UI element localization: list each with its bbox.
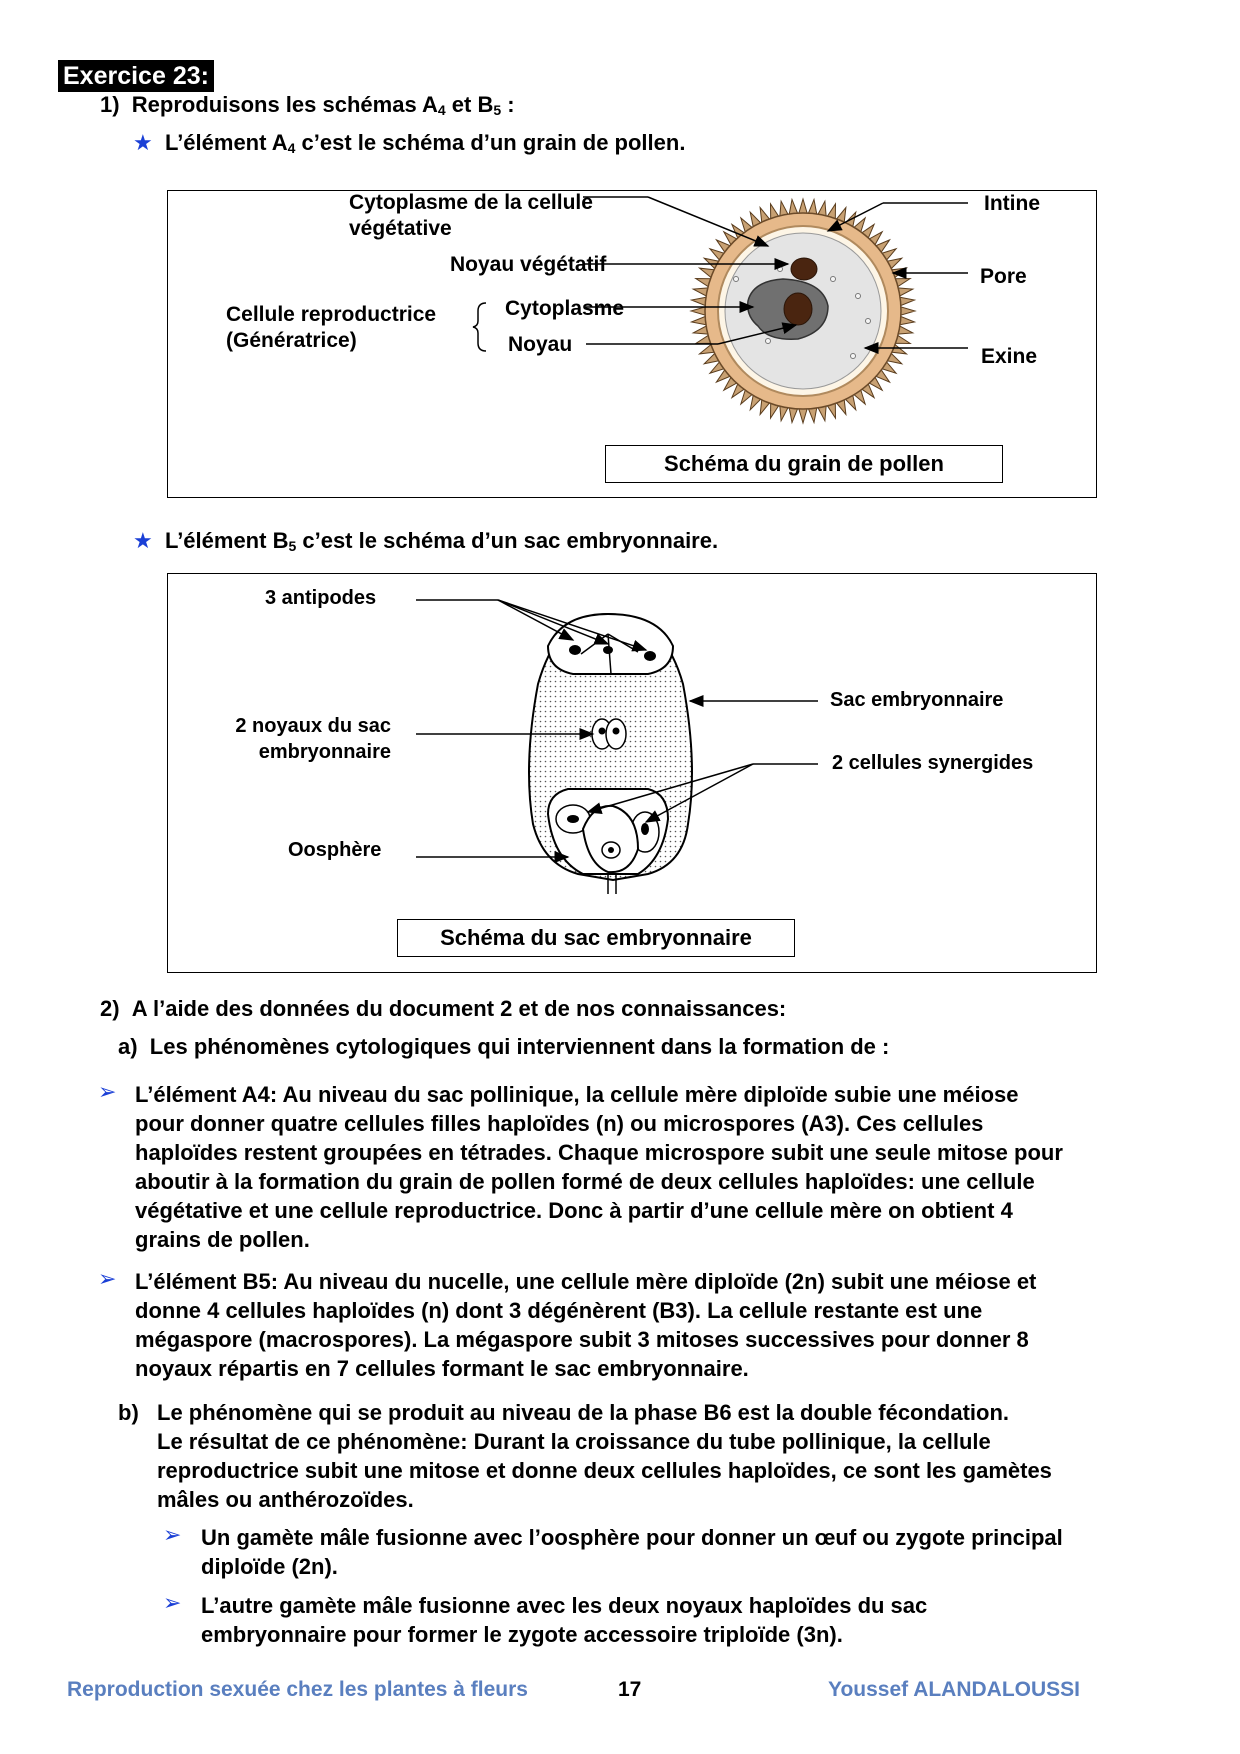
arrow-bullet-icon: ➢ [98, 1266, 117, 1291]
page-number: 17 [618, 1678, 642, 1701]
label-exine: Exine [981, 345, 1038, 368]
antipode-nucleus [569, 645, 581, 655]
generative-nucleus [784, 293, 812, 325]
label-vegetative-nucleus: Noyau végétatif [450, 253, 607, 276]
sac-figure [167, 573, 1097, 973]
sub-bullet-1: Un gamète mâle fusionne avec l’oosphère pour donner un œuf ou zygote principal diploïde (2n). [201, 1525, 1063, 1579]
question-2b: Le phénomène qui se produit au niveau de la phase B6 est la double fécondation. Le résultat de ce phénomène: Durant la croissance du tube pollinique, la cellule reproductrice subit une mitose et donne deux cellules haploïdes, ce sont les gamètes mâles ou anthérozoïdes. [157, 1400, 1052, 1512]
exercise-title: Exercice 23: [58, 60, 214, 92]
arrow-bullet-icon: ➢ [163, 1522, 182, 1547]
arrow-bullet-icon: ➢ [163, 1590, 182, 1615]
label-intine: Intine [984, 192, 1040, 215]
star-icon: ★ [133, 528, 153, 553]
sac-caption: Schéma du sac embryonnaire [397, 919, 795, 957]
label-reproductive-cell: Cellule reproductrice (Génératrice) [226, 303, 437, 352]
antipode-nucleus [644, 651, 656, 661]
footer-author: Youssef ALANDALOUSSI [828, 1678, 1081, 1701]
brace [473, 303, 486, 351]
pollen-figure [167, 190, 1097, 498]
label-cytoplasm: Cytoplasme de la cellule végétative [349, 191, 593, 240]
question-1-number: 1) [100, 92, 120, 117]
star-icon: ★ [133, 130, 153, 155]
bullet-a4: L’élément A4: Au niveau du sac pollinique, la cellule mère diploïde subie une méiose pour donner quatre cellules filles haploïdes (n) ou microspores (A3). Ces cellules haploïdes restent groupées en tétrades. Chaque microspore subit une seule mitose pour aboutir à la formation du grain de pollen formé de deux cellules haploïdes: une cellule végétative et une cellule reproductrice. Donc à partir d’une cellule mère on obtient 4 grains de pollen. [135, 1082, 1063, 1252]
label-polar-nuclei: 2 noyaux du sac embryonnaire [235, 715, 391, 763]
question-2: 2) A l’aide des données du document 2 et de nos connaissances: [100, 996, 787, 1021]
sub-bullet-2: L’autre gamète mâle fusionne avec les deux noyaux haploïdes du sac embryonnaire pour former le zygote accessoire triploïde (3n). [201, 1593, 928, 1647]
label-repro-cytoplasm: Cytoplasme [505, 297, 625, 320]
sac-intro: ★ L’élément $B_5$ c’est le schéma d’un sac embryonnaire. [133, 528, 719, 554]
label-embryo-sac: Sac embryonnaire [830, 689, 1004, 711]
antipode-nucleus [603, 646, 613, 654]
question-1: 1) Reproduisons les schémas $A_4$ et $B_5$ : [100, 92, 515, 118]
label-antipodes: 3 antipodes [265, 587, 377, 609]
label-oosphere: Oosphère [288, 839, 382, 861]
question-2a: a) Les phénomènes cytologiques qui interviennent dans la formation de : [118, 1034, 890, 1059]
vegetative-nucleus [791, 258, 817, 280]
question-1-text: Reproduisons les schémas A [131, 92, 438, 117]
arrow-bullet-icon: ➢ [98, 1079, 117, 1104]
pollen-intro: ★ L’élément $A_4$ c’est le schéma d’un grain de pollen. [133, 130, 686, 156]
footer-title: Reproduction sexuée chez les plantes à fleurs [67, 1678, 528, 1701]
label-pore: Pore [980, 265, 1027, 288]
pollen-caption: Schéma du grain de pollen [605, 445, 1003, 483]
label-synergids: 2 cellules synergides [832, 752, 1034, 774]
question-2b-label: b) [118, 1400, 139, 1425]
label-repro-nucleus: Noyau [508, 333, 573, 356]
bullet-b5: L’élément B5: Au niveau du nucelle, une cellule mère diploïde (2n) subit une méiose et donne 4 cellules haploïdes (n) dont 3 dégénèrent (B3). La cellule restante est une mégaspore (macrospores). La mégaspore subit 3 mitoses successives pour donner 8 noyaux répartis en 7 cellules formant le sac embryonnaire. [135, 1269, 1037, 1381]
